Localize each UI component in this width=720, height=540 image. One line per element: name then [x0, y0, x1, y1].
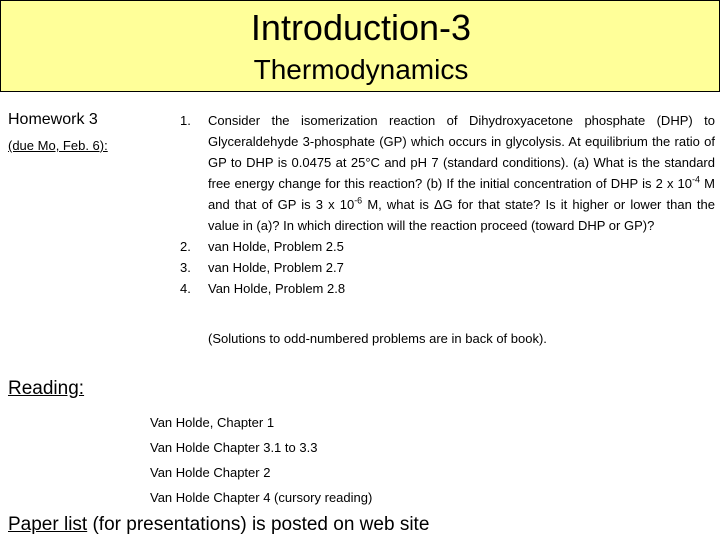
paper-list-link[interactable]: Paper list	[8, 514, 88, 535]
exponent: -6	[354, 195, 363, 206]
problem-text-part: M and that of GP is 3 x 10	[208, 176, 715, 212]
solutions-note: (Solutions to odd-numbered problems are in back of book).	[208, 331, 547, 346]
problem-item	[180, 278, 715, 299]
reading-label: Reading:	[8, 378, 85, 399]
problem-number: 4.	[180, 281, 191, 296]
exponent: -4	[692, 174, 701, 185]
slide-subtitle: Thermodynamics	[253, 54, 469, 85]
problem-text: Van Holde, Problem 2.8	[208, 281, 346, 296]
homework-label: Homework 3	[8, 111, 98, 128]
problem-text: van Holde, Problem 2.7	[208, 260, 344, 275]
reading-item: Van Holde Chapter 4 (cursory reading)	[150, 490, 373, 505]
problem-number: 3.	[180, 260, 191, 275]
problem-list	[180, 110, 715, 299]
problem-text-part: Consider the isomerization reaction of Dihydroxyacetone phosphate (DHP) to Glyceraldehyde 3-phosphate (GP) which occurs in glycolysis. At equilibrium the ratio of GP to DHP is 0.0475 at 25°C and pH 7 (standard conditions). (a) What is the standard free energy change for this reaction? (b) If the initial concentration of DHP is 2 x 10	[208, 113, 715, 191]
problem-number: 2.	[180, 239, 191, 254]
reading-list	[150, 410, 372, 510]
problem-item	[180, 257, 715, 278]
reading-item: Van Holde Chapter 2	[150, 465, 271, 480]
problem-text: van Holde, Problem 2.5	[208, 239, 344, 254]
title-banner	[0, 0, 720, 92]
paper-list-text: (for presentations) is posted on web site	[87, 514, 430, 535]
reading-item: Van Holde, Chapter 1	[150, 415, 275, 430]
slide-title: Introduction-3	[250, 7, 472, 48]
problem-text-part: M, what is ΔG for that state? Is it higher or lower than the value in (a)? In which direction will the reaction proceed (toward DHP or GP)?	[208, 197, 715, 233]
problem-number: 1.	[180, 113, 191, 128]
problem-item	[180, 110, 715, 236]
reading-item: Van Holde Chapter 3.1 to 3.3	[150, 440, 318, 455]
problem-item	[180, 236, 715, 257]
problem-text	[208, 110, 715, 236]
homework-due-date: (due Mo, Feb. 6):	[8, 138, 108, 153]
paper-list-line	[8, 514, 429, 536]
